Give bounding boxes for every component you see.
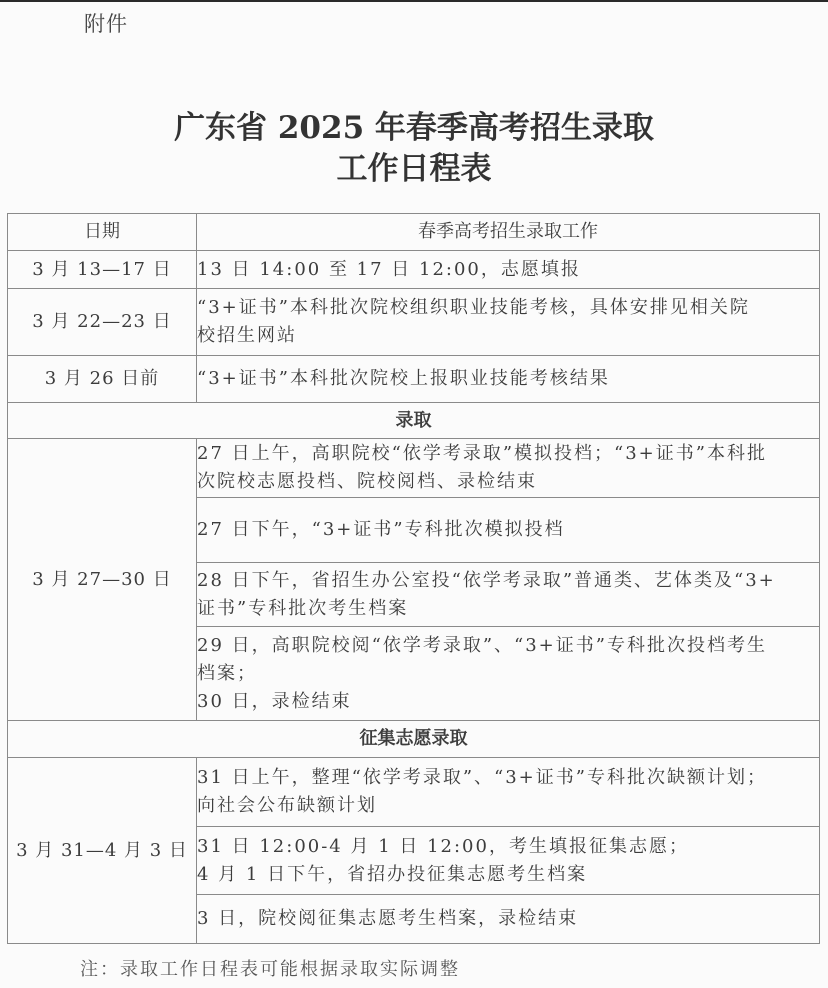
row-date: 3 月 26 日前 xyxy=(8,356,197,403)
table-row xyxy=(8,251,820,289)
header-task: 春季高考招生录取工作 xyxy=(197,214,820,251)
row-task xyxy=(197,895,820,944)
task-text: 档案； xyxy=(197,662,257,684)
row-task xyxy=(197,439,820,498)
task-text: 13 日 14:00 至 17 日 12:00，志愿填报 xyxy=(197,258,581,280)
schedule-table xyxy=(7,213,820,944)
task-text: 28 日下午，省招生办公室投“依学考录取”普通类、艺体类及“3+ xyxy=(197,569,776,591)
task-text: 27 日下午，“3+证书”专科批次模拟投档 xyxy=(197,519,565,540)
row-task xyxy=(197,627,820,721)
section-row-admission xyxy=(8,403,820,439)
section-heading-admission: 录取 xyxy=(8,403,820,439)
section-row-supplementary xyxy=(8,721,820,758)
row-date: 3 月 27—30 日 xyxy=(8,439,197,721)
row-task xyxy=(197,289,820,356)
row-date: 3 月 22—23 日 xyxy=(8,289,197,356)
task-text: 31 日上午，整理“依学考录取”、“3+证书”专科批次缺额计划； xyxy=(197,767,767,788)
task-text: “3+证书”本科批次院校组织职业技能考核，具体安排见相关院 xyxy=(197,297,750,318)
row-task xyxy=(197,827,820,895)
task-text: “3+证书”本科批次院校上报职业技能考核结果 xyxy=(197,368,610,389)
row-task xyxy=(197,498,820,563)
task-text: 次院校志愿投档、院校阅档、录检结束 xyxy=(197,471,537,492)
task-text: 29 日，高职院校阅“依学考录取”、“3+证书”专科批次投档考生 xyxy=(197,634,767,656)
section-heading-supplementary: 征集志愿录取 xyxy=(8,721,820,758)
footnote: 注：录取工作日程表可能根据录取实际调整 xyxy=(80,959,460,980)
row-date: 3 月 13—17 日 xyxy=(8,251,197,289)
table-row xyxy=(8,289,820,356)
task-text: 3 日，院校阅征集志愿考生档案，录检结束 xyxy=(197,908,579,929)
row-task xyxy=(197,758,820,827)
row-task xyxy=(197,356,820,403)
task-text: 27 日上午，高职院校“依学考录取”模拟投档；“3+证书”本科批 xyxy=(197,443,767,464)
table-row xyxy=(8,439,820,498)
row-task xyxy=(197,563,820,627)
attachment-label: 附件 xyxy=(84,12,128,36)
task-text: 证书”专科批次考生档案 xyxy=(197,597,409,619)
task-text: 向社会公布缺额计划 xyxy=(197,795,377,816)
task-text: 31 日 12:00-4 月 1 日 12:00，考生填报征集志愿； xyxy=(197,835,689,857)
table-header-row xyxy=(8,214,820,251)
top-border-line xyxy=(0,0,828,2)
row-date: 3 月 31—4 月 3 日 xyxy=(8,758,197,944)
task-text: 4 月 1 日下午，省招办投征集志愿考生档案 xyxy=(197,863,588,885)
table-row xyxy=(8,356,820,403)
row-task xyxy=(197,251,820,289)
task-text: 校招生网站 xyxy=(197,325,297,346)
document-title-line1: 广东省 2025 年春季高考招生录取 xyxy=(174,110,654,146)
task-text: 30 日，录检结束 xyxy=(197,690,352,712)
table-row xyxy=(8,758,820,827)
document-title-line2: 工作日程表 xyxy=(336,151,492,187)
header-date: 日期 xyxy=(8,214,197,251)
